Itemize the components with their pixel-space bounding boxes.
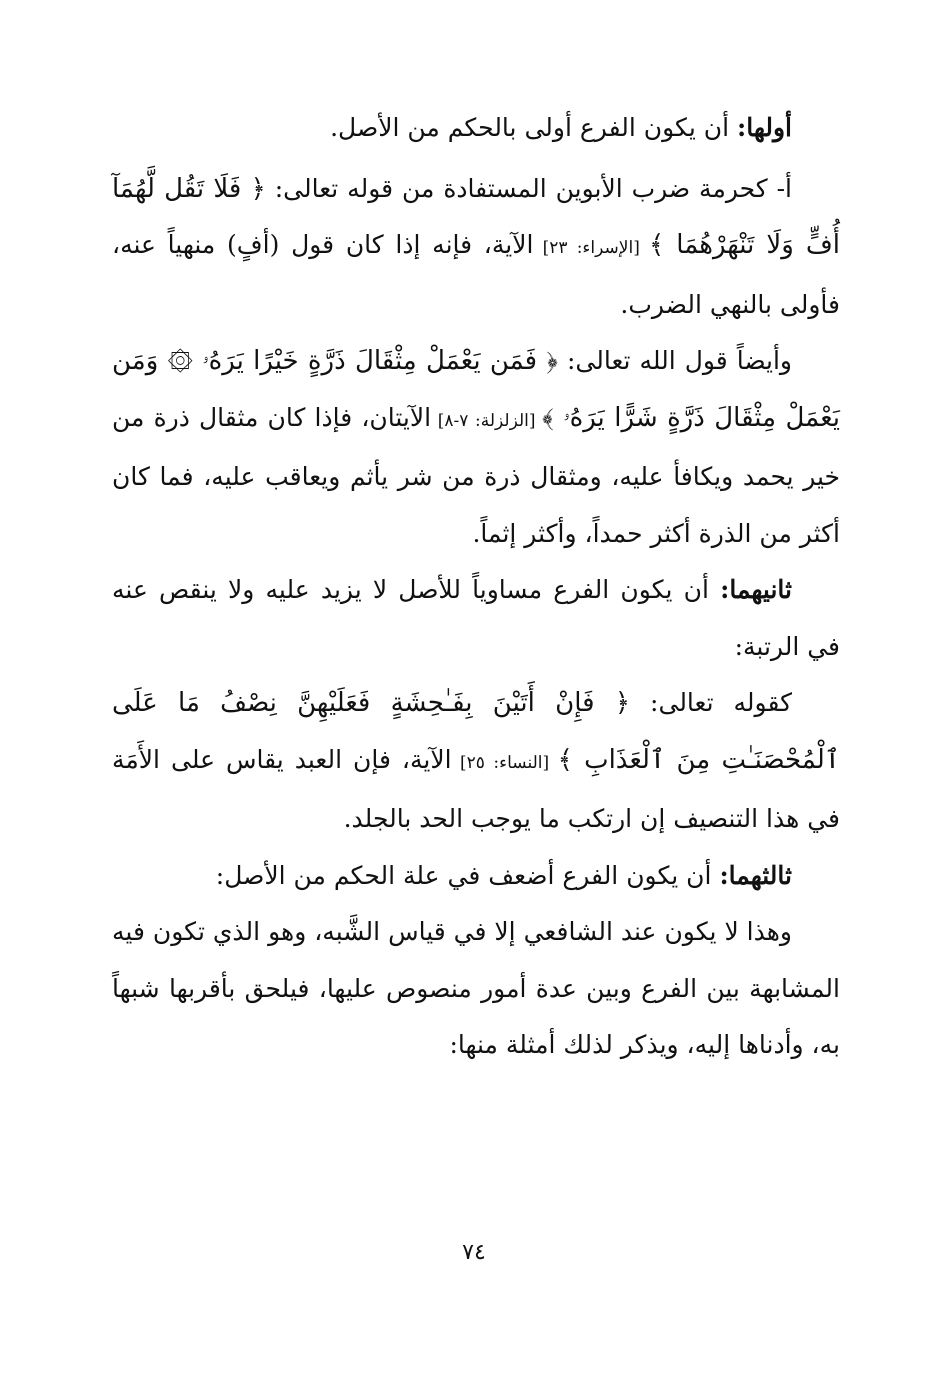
- quran-verse: ﴿ فَإِنْ أَتَيْنَ بِفَـٰحِشَةٍ فَعَلَيْهِنَّ نِصْفُ مَا عَلَى ٱلْمُحْصَنَـٰتِ مِنَ ٱلْعَذَابِ ﴾: [112, 688, 840, 775]
- paragraph-text: أن يكون الفرع مساوياً للأصل لا يزيد عليه ولا ينقص عنه في الرتبة:: [112, 575, 840, 661]
- verse-reference: [الزلزلة: ٧-٨]: [431, 410, 543, 431]
- quran-verse: ﴿ فَلَا تَقُل لَّهُمَآ أُفٍّ وَلَا تَنْهَرْهُمَا ﴾: [112, 173, 840, 260]
- paragraph-text: الآيتان، فإذا كان مثقال ذرة من خير يحمد ويكافأ عليه، ومثقال ذرة من شر يأثم ويعاقب عليه، فما كان أكثر من الذرة أكثر حمداً، وأكثر إثماً.: [112, 402, 840, 548]
- verse-reference: [الإسراء: ٢٣]: [533, 238, 650, 258]
- paragraph-shafii-resemblance: [112, 904, 840, 1074]
- paragraph-text: وهذا لا يكون عند الشافعي إلا في قياس الشَّبه، وهو الذي تكون فيه المشابهة بين الفرع وبين عدة أمور منصوص عليها، فيلحق بأقربها شبهاً به، وأدناها إليه، ويذكر لذلك أمثلة منها:: [112, 917, 840, 1059]
- paragraph-example-slave: [112, 675, 840, 848]
- paragraph-text: كقوله تعالى:: [630, 688, 793, 717]
- page-number: ٧٤: [462, 1240, 486, 1265]
- paragraph-text: الآية، فإن العبد يقاس على الأَمَة في هذا التنصيف إن ارتكب ما يوجب الحد بالجلد.: [112, 744, 840, 833]
- quran-verse: ﴿ فَمَن يَعْمَلْ مِثْقَالَ ذَرَّةٍ خَيْرًا يَرَهُۥ ۞ وَمَن يَعْمَلْ مِثْقَالَ ذَرَّةٍ شَرًّا يَرَهُۥ ﴾: [112, 346, 840, 433]
- verse-reference: [النساء: ٢٥]: [451, 752, 558, 773]
- paragraph-third-condition: [112, 848, 840, 905]
- paragraph-text: أن يكون الفرع أضعف في علة الحكم من الأصل:: [215, 860, 720, 890]
- condition-label: ثانيهما:: [720, 575, 792, 604]
- paragraph-second-condition: [112, 562, 840, 675]
- body-text: [112, 100, 840, 1074]
- paragraph-text: أن يكون الفرع أولى بالحكم من الأصل.: [330, 113, 737, 142]
- paragraph-first-condition: [112, 100, 840, 157]
- paragraph-example-atom-weight: [112, 333, 840, 562]
- paragraph-text: الآية، فإنه إذا كان قول (أفٍ) منهياً عنه، فأولى بالنهي الضرب.: [112, 230, 840, 319]
- condition-label: أولها:: [736, 113, 792, 142]
- paragraph-text: أ- كحرمة ضرب الأبوين المستفادة من قوله تعالى:: [265, 173, 792, 203]
- paragraph-example-parents: [112, 161, 840, 334]
- condition-label: ثالثهما:: [719, 860, 792, 890]
- paragraph-text: وأيضاً قول الله تعالى:: [557, 346, 792, 375]
